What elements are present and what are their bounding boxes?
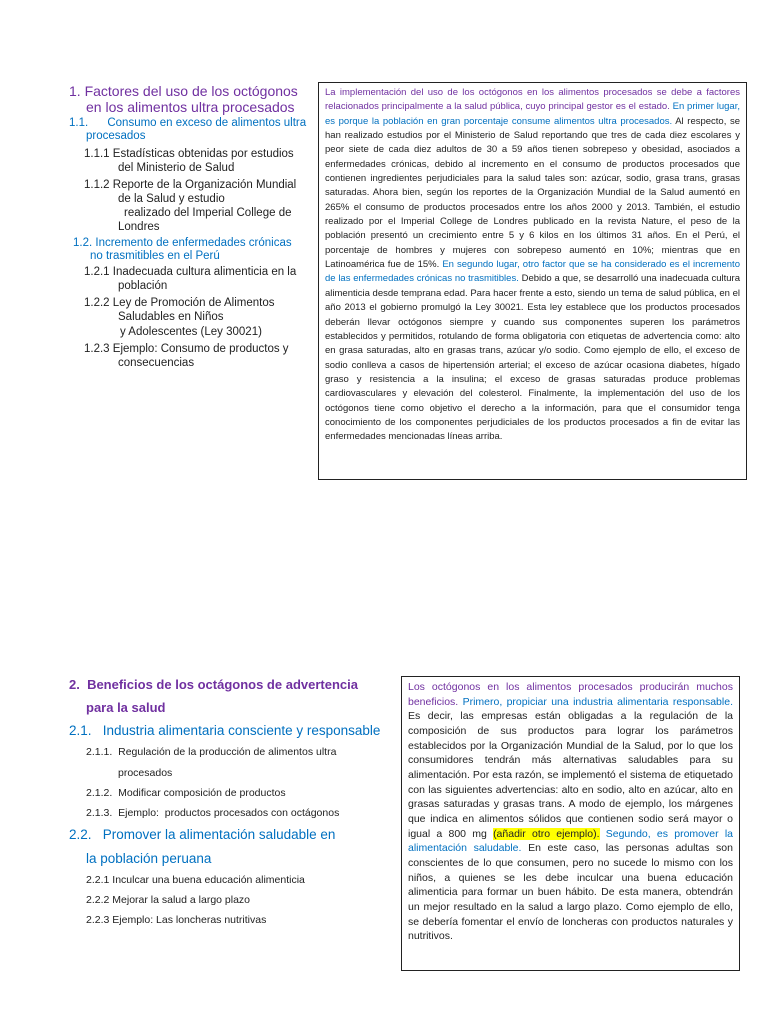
item-2-1-1-line-1: 2.1.1. Regulación de la producción de alimentos ultra — [86, 746, 337, 758]
item-1-2-1-line-2: población — [118, 280, 168, 292]
box-1-intro: La implementación del uso de los octógonos en los alimentos procesados se debe a factores relacionados principalmente a la salud pública, cuyo principal gestor es el estado. — [325, 87, 740, 113]
box-1-first-point: En primer lugar, es porque la población en gran porcentaje consume alimentos ultra procesados. — [325, 101, 740, 127]
box-2-intro: Los octógonos en los alimentos procesados producirán muchos beneficios. — [408, 681, 733, 708]
item-2-2-3: 2.2.3 Ejemplo: Las loncheras nutritivas — [86, 914, 267, 926]
heading-2-line-1: 2. Beneficios de los octágonos de advertencia — [69, 677, 358, 692]
box-2-body-1: Es decir, las empresas están obligadas a la regulación de la composición de sus productos para lograr los parámetros establecidos por la Organización Mundial de la Salud, por lo que los consumidores tendrán más alternativas saludables para su alimentación. Por esta razón, se implementó el sistema de etiquetado con las siguientes advertencias: alto en sodio, alto en azúcar, alto en grasas saturadas y grasas trans. A modo de ejemplo, los márgenes que indica en alimentos sólidos que contienen sodio será mayor o igual a 800 mg — [408, 710, 733, 840]
heading-1-2-line-2: no trasmitibles en el Perú — [90, 250, 220, 262]
item-1-2-3-line-2: consecuencias — [118, 357, 195, 369]
box-1-body-2: Debido a que, se desarrolló una inadecuada cultura alimenticia desde temprana edad. Para hacer frente a esto, siendo un tema de salud pública, en el año 2013 el gobierno promulgó la Ley 30021. Esta ley establece que los productos procesados deberán llevar octógonos siempre y cuando sus componentes superen los parámetros establecidos y permitidos, rotulando de forma obligatoria con etiquetas de advertencia como: alto en grasa saturadas, alto en grasas trans, azúcar y/o sodio. Como ejemplo de ello, el exceso de sodio conlleva a casos de hipertensión arterial; el exceso de azúcar ocasiona diabetes, hígado graso y resistencia a la insulina; el exceso de grasas saturadas produce problemas cardiovasculares y elevación del colesterol. Finalmente, la implementación del uso de los octógonos tiene como objetivo el derecho a la información, para que el consumidor tenga conocimiento de los componentes perjudiciales de los productos procesados a fin de evitar las enfermedades mencionadas líneas arriba. — [325, 273, 740, 443]
text-box-section-2 — [401, 676, 740, 971]
item-1-2-2-line-3: y Adolescentes (Ley 30021) — [120, 326, 262, 338]
item-1-2-2-line-2: Saludables en Niños — [118, 311, 224, 323]
heading-2-2-line-2: la población peruana — [86, 851, 212, 866]
item-2-2-1: 2.2.1 Inculcar una buena educación alimenticia — [86, 874, 305, 886]
item-1-2-2-line-1: 1.2.2 Ley de Promoción de Alimentos — [84, 297, 275, 309]
item-1-1-2-line-2: de la Salud y estudio — [118, 193, 225, 205]
item-1-1-2-line-3: realizado del Imperial College de — [124, 207, 292, 219]
box-1-body-1: Al respecto, se han realizado estudios por el Ministerio de Salud reportando que tres de cada diez escolares y peor siete de cada diez adultos de 30 a 59 años tienen sobrepeso y obesidad, asociados a enfermedades crónicas, debido al incremento en el consumo de productos procesados que contienen ingredientes perjudiciales para la salud tales son: azúcar, sodio, grasa trans, grasas saturadas. Ahora bien, según los reportes de la Organización Mundial de la Salud aumentó en 265% el consumo de productos procesados entre los años 2000 y 2013. También, el estudio realizado por el Imperial College de Londres publicado en la revista Nature, el peso de la población presentó un crecimiento entre 5 y 6 kilos en los últimos 31 años. En el Perú, el porcentaje de hombres y mujeres con sobrepeso aumentó en 10%; mientras que en Latinoamérica fue de 15%. — [325, 115, 740, 271]
heading-2-line-2: para la salud — [86, 700, 166, 715]
box-2-first-point: Primero, propiciar una industria alimentaria responsable. — [458, 695, 733, 708]
heading-1-2-line-1: 1.2. Incremento de enfermedades crónicas — [73, 237, 292, 249]
item-1-1-1-line-2: del Ministerio de Salud — [118, 162, 235, 174]
item-1-2-1-line-1: 1.2.1 Inadecuada cultura alimenticia en la — [84, 266, 297, 278]
item-1-1-2-line-1: 1.1.2 Reporte de la Organización Mundial — [84, 179, 297, 191]
item-2-2-2: 2.2.2 Mejorar la salud a largo plazo — [86, 894, 251, 906]
item-2-1-1-line-2: procesados — [118, 767, 173, 779]
item-1-1-1-line-1: 1.1.1 Estadísticas obtenidas por estudios — [84, 148, 294, 160]
item-1-2-3-line-1: 1.2.3 Ejemplo: Consumo de productos y — [84, 343, 289, 355]
item-2-1-3: 2.1.3. Ejemplo: productos procesados con octágonos — [86, 807, 340, 819]
heading-1-line-2: en los alimentos ultra procesados — [86, 99, 295, 115]
box-1-paragraph — [325, 86, 740, 445]
heading-1-1-line-1: 1.1. Consumo en exceso de alimentos ultra — [69, 117, 307, 129]
box-2-paragraph — [408, 680, 733, 944]
text-box-section-1 — [318, 82, 747, 480]
item-1-1-2-line-4: Londres — [118, 221, 160, 233]
box-2-second-point: Segundo, es promover la alimentación saludable. — [408, 827, 733, 855]
heading-1-line-1: 1. Factores del uso de los octógonos — [69, 83, 298, 99]
heading-2-1: 2.1. Industria alimentaria consciente y responsable — [69, 723, 381, 738]
box-2-body-2: En este caso, las personas adultas son conscientes de lo que consumen, pero no sucede lo mismo con los niños, a quienes se les debe inculcar una buena educación alimenticia para formar un buen hábito. De esta manera, obtendrán un mejor resultado en la salud a largo plazo. Como ejemplo de ello, se debería fomentar el envío de loncheras con productos naturales y nutritivos. — [408, 842, 733, 943]
heading-1-1-line-2: procesados — [86, 130, 146, 142]
item-2-1-2: 2.1.2. Modificar composición de productos — [86, 787, 286, 799]
heading-2-2-line-1: 2.2. Promover la alimentación saludable en — [69, 827, 336, 842]
box-1-second-point: En segundo lugar, otro factor que se ha considerado es el incremento de las enfermedades crónicas no trasmitibles. — [325, 259, 740, 285]
box-2-highlight-note: (añadir otro ejemplo). — [493, 827, 600, 840]
